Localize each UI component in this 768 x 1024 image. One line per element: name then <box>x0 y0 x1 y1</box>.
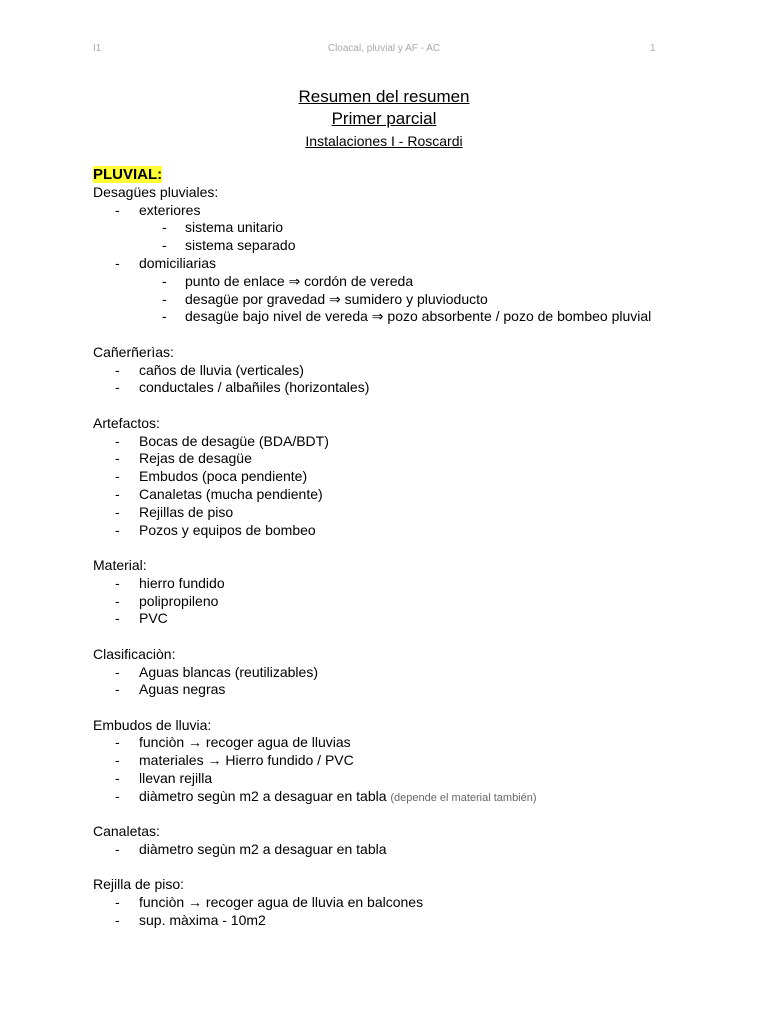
desagues-heading: Desagües pluviales: <box>93 183 219 200</box>
list-item: - llevan rejilla <box>115 770 213 787</box>
rejilla-heading: Rejilla de piso: <box>93 876 185 893</box>
course-name: Instalaciones I - Roscardi <box>305 133 463 149</box>
list-item: - Aguas blancas (reutilizables) <box>115 663 318 680</box>
page-number: 1 <box>650 43 656 54</box>
list-item: - Rejas de desagüe <box>115 450 252 467</box>
clasificacion-heading: Clasificaciòn: <box>93 645 176 662</box>
embudos-heading: Embudos de lluvia: <box>93 716 212 733</box>
list-item: - funciòn → recoger agua de lluvias <box>115 734 351 751</box>
material-heading: Material: <box>93 556 147 573</box>
list-item: - hierro fundido <box>115 574 225 591</box>
list-item: - diàmetro segùn m2 a desaguar en tabla <box>115 841 387 858</box>
list-item: - Canaletas (mucha pendiente) <box>115 485 323 502</box>
list-item: - punto de enlace ⇒ cordón de vereda <box>162 272 414 289</box>
list-item: - materiales → Hierro fundido / PVC <box>115 752 354 769</box>
list-item: - conductales / albañiles (horizontales) <box>115 379 370 396</box>
list-item: - exteriores <box>115 201 201 218</box>
list-item: - Rejillas de piso <box>115 503 234 520</box>
list-item: - domiciliarias <box>115 254 217 271</box>
list-item: - funciòn → recoger agua de lluvia en balcones <box>115 894 424 911</box>
canaletas-heading: Canaletas: <box>93 823 160 840</box>
list-item: - Pozos y equipos de bombeo <box>115 521 316 538</box>
artefactos-heading: Artefactos: <box>93 414 160 431</box>
list-item: - diàmetro segùn m2 a desaguar en tabla (depende el material también) <box>115 787 537 804</box>
note-text: (depende el material también) <box>390 791 537 804</box>
list-item: - caños de lluvia (verticales) <box>115 361 304 378</box>
document-body <box>93 166 733 930</box>
header-left: I1 <box>93 43 102 54</box>
list-item: - sistema separado <box>162 237 296 254</box>
list-item: - Bocas de desagüe (BDA/BDT) <box>115 432 329 449</box>
document-subtitle: Primer parcial <box>331 109 437 128</box>
section-heading: PLUVIAL: <box>93 166 163 183</box>
list-item: - polipropileno <box>115 592 219 609</box>
list-item: - sistema unitario <box>162 219 284 236</box>
list-item: - sup. màxima - 10m2 <box>115 912 266 929</box>
document-titles <box>0 86 768 151</box>
document-title: Resumen del resumen <box>298 87 470 106</box>
page-header <box>0 43 768 57</box>
list-item: - Aguas negras <box>115 681 226 698</box>
list-item: - PVC <box>115 610 168 627</box>
header-title: Cloacal, pluvial y AF - AC <box>327 43 441 54</box>
list-item: - Embudos (poca pendiente) <box>115 468 308 485</box>
list-item: - desagüe por gravedad ⇒ sumidero y pluvioducto <box>162 290 488 307</box>
list-item: - desagüe bajo nivel de vereda ⇒ pozo absorbente / pozo de bombeo pluvial <box>162 308 652 325</box>
canerias-heading: Cañerñerìas: <box>93 343 174 360</box>
